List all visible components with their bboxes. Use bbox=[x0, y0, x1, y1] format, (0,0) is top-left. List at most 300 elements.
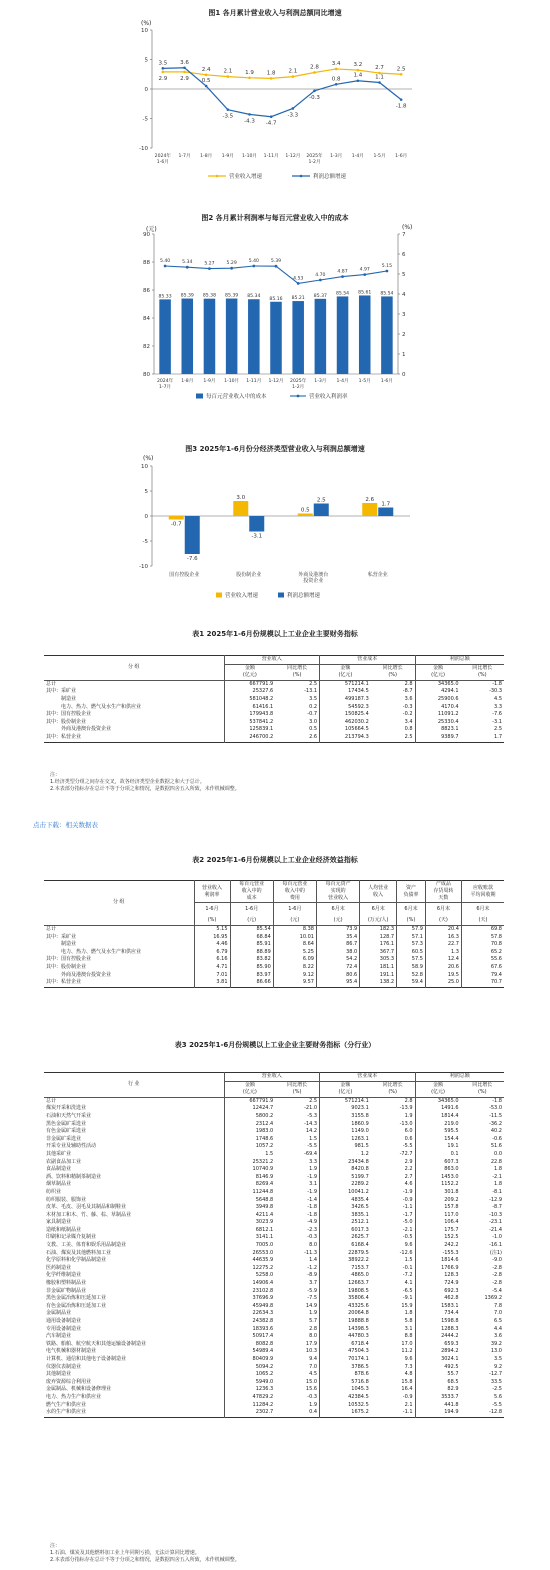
cell-value: 11244.8 bbox=[224, 1189, 275, 1197]
cell-value: 86.7 bbox=[317, 941, 360, 949]
cell-value: 12663.7 bbox=[320, 1280, 371, 1288]
profit-margin-point bbox=[275, 265, 278, 268]
cell-value: -2.5 bbox=[492, 1386, 502, 1393]
row-label: 制造业 bbox=[46, 941, 77, 948]
table-row bbox=[44, 1242, 504, 1250]
cell-value: -10.3 bbox=[489, 1211, 502, 1218]
cell-value: -1.8 bbox=[492, 680, 502, 687]
left-y-tick-label: 88 bbox=[143, 260, 150, 266]
cell-value: 15.6 bbox=[305, 1386, 318, 1393]
cell-value: 1288.3 bbox=[415, 1326, 461, 1334]
table3 bbox=[44, 1072, 504, 1418]
profit-margin-point bbox=[297, 282, 300, 285]
cell-value: 194.9 bbox=[415, 1409, 461, 1417]
profit-margin-point bbox=[386, 270, 389, 273]
cell-value: 692.3 bbox=[415, 1288, 461, 1296]
profit-data-label: 1.7 bbox=[381, 501, 391, 508]
cell-value: -6.5 bbox=[402, 1287, 413, 1294]
left-y-tick-label: 80 bbox=[143, 372, 150, 378]
column-header-line: 每百元营业 bbox=[239, 881, 265, 887]
unit-label: (天) bbox=[461, 915, 504, 926]
cell-value: 0.6 bbox=[404, 1135, 413, 1142]
unit-label: (元) bbox=[317, 915, 360, 926]
cell-value: 659.3 bbox=[415, 1341, 461, 1349]
row-label: 纺织业 bbox=[46, 1188, 62, 1195]
fig2-chart bbox=[130, 228, 420, 406]
cell-value: 8420.8 bbox=[320, 1166, 371, 1174]
cell-value: -12.6 bbox=[399, 1249, 413, 1256]
revenue-point bbox=[335, 68, 338, 71]
unit-label: (%) bbox=[397, 915, 426, 926]
cell-value: 44635.9 bbox=[224, 1257, 275, 1265]
table-row bbox=[44, 726, 504, 734]
period-label: 1-6月 bbox=[194, 903, 230, 916]
column-header-line: 营业收入 bbox=[202, 884, 223, 891]
table-row bbox=[44, 711, 504, 719]
table-row bbox=[44, 1303, 504, 1311]
x-tick-label: 1-3月 bbox=[330, 154, 343, 159]
row-label: 专用设备制造业 bbox=[46, 1325, 82, 1332]
row-label: 石油、煤炭及其他燃料加工业 bbox=[46, 1249, 112, 1256]
column-group-header: 营业收入 bbox=[224, 1073, 320, 1082]
subheader-label: 金额 bbox=[320, 1081, 371, 1089]
cell-value: 50917.4 bbox=[224, 1333, 275, 1341]
profit-point bbox=[248, 113, 251, 116]
period-label: 6月末 bbox=[397, 903, 426, 916]
cell-value: 179943.8 bbox=[224, 711, 275, 719]
profit-margin-data-label: 5.40 bbox=[159, 259, 171, 264]
cell-value: 47504.3 bbox=[320, 1348, 371, 1356]
table-row bbox=[44, 1121, 504, 1129]
cell-value: 39.2 bbox=[490, 1340, 502, 1347]
row-label: 通用设备制造业 bbox=[46, 1318, 82, 1324]
subheader-label: 同比增长 bbox=[287, 664, 308, 671]
cell-value: -0.7 bbox=[307, 711, 318, 718]
profit-margin-data-label: 5.29 bbox=[226, 261, 237, 267]
cell-value: 6.5 bbox=[494, 1318, 502, 1324]
cell-value: 44780.3 bbox=[320, 1333, 371, 1341]
cell-value: -8.7 bbox=[492, 1204, 502, 1211]
cell-value: -1.1 bbox=[402, 1409, 413, 1416]
row-label: 石油和天然气开采业 bbox=[46, 1112, 92, 1119]
cell-value: 15.8 bbox=[401, 1378, 413, 1385]
cost-bar bbox=[315, 299, 327, 374]
row-label: 其中：国有控股企业 bbox=[46, 956, 92, 963]
download-link[interactable]: 点击下载：相关数据表 bbox=[33, 821, 98, 829]
revenue-bar bbox=[362, 503, 377, 516]
profit-margin-point bbox=[164, 265, 167, 268]
cell-value: 462.8 bbox=[415, 1295, 461, 1303]
right-y-tick-label: 7 bbox=[402, 232, 406, 238]
cell-value: -0.3 bbox=[307, 1234, 318, 1241]
table-row bbox=[44, 1409, 504, 1417]
cell-value: 2.9 bbox=[404, 1158, 413, 1165]
cell-value: 35806.4 bbox=[320, 1295, 371, 1303]
cell-value: 20.6 bbox=[425, 964, 461, 972]
cell-value: 7153.7 bbox=[320, 1265, 371, 1273]
row-label: 电力、热力、燃气及水生产和供应业 bbox=[46, 948, 142, 955]
cell-value: 1766.9 bbox=[415, 1265, 461, 1273]
cell-value: 37696.9 bbox=[224, 1295, 275, 1303]
profit-data-label: 0.8 bbox=[331, 76, 341, 83]
profit-point bbox=[357, 79, 360, 82]
table-row bbox=[44, 1128, 504, 1136]
cell-value: 5.7 bbox=[309, 1318, 318, 1324]
cell-value: 138.2 bbox=[360, 979, 397, 987]
profit-margin-point bbox=[319, 279, 322, 282]
column-group-header: 利润总额 bbox=[415, 1073, 504, 1082]
profit-growth-line bbox=[163, 68, 401, 117]
revenue-data-label: 3.0 bbox=[236, 495, 246, 501]
subheader-unit: (亿元) bbox=[224, 1089, 275, 1097]
table-row bbox=[44, 1272, 504, 1280]
header-row bbox=[44, 656, 504, 665]
table-row bbox=[44, 1371, 504, 1379]
revenue-data-label: 3.2 bbox=[353, 62, 363, 69]
cell-value: 22.8 bbox=[490, 1158, 502, 1165]
x-tick-label: 外商及港澳台 bbox=[298, 572, 329, 578]
row-label: 电力、热力、燃气及水生产和供应业 bbox=[46, 703, 142, 710]
note-line: 2.本表部分指标存在总计不等于分项之和情况，是数据四舍五入所致，未作机械调整。 bbox=[50, 786, 240, 792]
cell-value: 18393.6 bbox=[224, 1326, 275, 1334]
cell-value: 2444.2 bbox=[415, 1333, 461, 1341]
row-label: 其中：采矿业 bbox=[46, 933, 77, 940]
cell-value: 5800.2 bbox=[224, 1113, 275, 1121]
cell-value: 3835.1 bbox=[320, 1212, 371, 1220]
cell-value: 70.8 bbox=[461, 941, 504, 949]
table-row bbox=[44, 1402, 504, 1410]
y-tick-label: 5 bbox=[144, 57, 148, 64]
revenue-data-label: 2.7 bbox=[375, 65, 384, 72]
profit-margin-data-label: 5.40 bbox=[248, 259, 259, 264]
cell-value: 58.9 bbox=[397, 964, 426, 972]
cell-value: 4.5 bbox=[494, 695, 502, 702]
cell-value: 57.3 bbox=[397, 941, 426, 949]
cell-value: 25327.6 bbox=[224, 688, 275, 696]
row-label: 电气机械和器材制造业 bbox=[46, 1348, 97, 1355]
column-header-line: 存货周转 bbox=[433, 888, 454, 894]
cell-value: 3.3 bbox=[309, 1158, 318, 1165]
cost-data-label: 85.37 bbox=[313, 293, 327, 299]
cell-value: 7.3 bbox=[404, 1363, 413, 1370]
cell-value: 10041.2 bbox=[320, 1189, 371, 1197]
cost-bar bbox=[204, 299, 216, 374]
cell-value: 1983.0 bbox=[224, 1128, 275, 1136]
cell-value: 70174.1 bbox=[320, 1356, 371, 1364]
profit-point bbox=[292, 107, 295, 110]
column-header-line: 实现的 bbox=[330, 888, 346, 894]
cell-value: 3426.5 bbox=[320, 1204, 371, 1212]
cell-value: 16.95 bbox=[194, 934, 230, 942]
cell-value: 85.91 bbox=[230, 941, 273, 949]
x-tick-label: 1-12月 bbox=[268, 379, 284, 384]
cell-value: 2.5 bbox=[494, 726, 502, 733]
cell-value: 25.0 bbox=[425, 979, 461, 987]
cell-value: 607.3 bbox=[415, 1159, 461, 1167]
cost-data-label: 85.39 bbox=[180, 293, 194, 299]
cell-value: -1.9 bbox=[307, 1188, 318, 1195]
cell-value: 0.5 bbox=[309, 726, 318, 733]
cost-data-label: 85.16 bbox=[269, 296, 283, 302]
cell-value: 863.0 bbox=[415, 1166, 461, 1174]
cell-value: 4865.0 bbox=[320, 1272, 371, 1280]
revenue-data-label: -0.7 bbox=[170, 521, 182, 528]
profit-point bbox=[183, 66, 186, 69]
x-tick-label: 1-6月 bbox=[380, 379, 393, 384]
cell-value: 54592.3 bbox=[320, 704, 371, 712]
table-row bbox=[44, 934, 504, 942]
cell-value: -2.1 bbox=[492, 1173, 502, 1180]
x-tick-label: 1-7月 bbox=[159, 385, 172, 390]
cell-value: 1.5 bbox=[404, 1257, 413, 1264]
column-header bbox=[360, 881, 397, 903]
table-row bbox=[44, 979, 504, 987]
cell-value: -1.8 bbox=[492, 1097, 502, 1104]
cell-value: 6718.4 bbox=[320, 1341, 371, 1349]
cell-value: 105664.5 bbox=[320, 726, 371, 734]
table-row bbox=[44, 1197, 504, 1205]
cell-value: 8823.1 bbox=[415, 726, 461, 734]
cell-value: 3023.9 bbox=[224, 1219, 275, 1227]
row-label: 皮革、毛皮、羽毛及其制品和制鞋业 bbox=[46, 1204, 127, 1211]
x-tick-label: 1-4月 bbox=[336, 379, 349, 384]
cell-value: 47829.2 bbox=[224, 1394, 275, 1402]
cell-value: 14.9 bbox=[305, 1302, 318, 1309]
table-row bbox=[44, 1364, 504, 1372]
row-label: 纺织服装、服饰业 bbox=[46, 1196, 87, 1203]
cell-value: -0.1 bbox=[402, 1264, 413, 1271]
cell-value: 2.5 bbox=[309, 680, 318, 687]
cell-value: 22.7 bbox=[425, 941, 461, 949]
revenue-data-label: 2.1 bbox=[288, 68, 298, 75]
cell-value: 16.3 bbox=[425, 934, 461, 942]
x-tick-label: 1-2月 bbox=[308, 160, 321, 165]
table-row bbox=[44, 704, 504, 712]
cell-value: 157.8 bbox=[415, 1204, 461, 1212]
left-y-tick-label: 90 bbox=[143, 232, 150, 238]
cell-value: 242.2 bbox=[415, 1242, 461, 1250]
cell-value: 4.46 bbox=[194, 941, 230, 949]
table-row bbox=[44, 964, 504, 972]
cell-value: -1.2 bbox=[307, 1264, 318, 1271]
row-label: 造纸和纸制品业 bbox=[46, 1226, 82, 1233]
column-header bbox=[317, 881, 360, 903]
cost-data-label: 85.34 bbox=[247, 294, 261, 300]
cell-value: 20064.8 bbox=[320, 1310, 371, 1318]
subheader-unit: (亿元) bbox=[224, 672, 275, 680]
x-tick-label: 1-11月 bbox=[263, 154, 279, 159]
x-tick-label: 2025年 bbox=[290, 379, 307, 384]
subheader-label: 同比增长 bbox=[382, 664, 403, 671]
cell-value: -1.0 bbox=[492, 1234, 502, 1241]
cell-value: 25900.6 bbox=[415, 696, 461, 704]
cell-value: 20.4 bbox=[425, 926, 461, 934]
y-tick-label: -10 bbox=[139, 564, 148, 570]
cell-value: 68.84 bbox=[230, 934, 273, 942]
profit-point bbox=[400, 98, 403, 101]
cell-value: 22879.5 bbox=[320, 1250, 371, 1258]
row-label: 其他制造业 bbox=[46, 1371, 72, 1378]
fig3-title: 图3 2025年1-6月份分经济类型营业收入与利润总额增速 bbox=[185, 445, 365, 453]
cell-value: 42384.5 bbox=[320, 1394, 371, 1402]
cell-value: 4211.4 bbox=[224, 1212, 275, 1220]
revenue-point bbox=[205, 74, 208, 77]
row-label: 煤炭开采和洗选业 bbox=[46, 1105, 87, 1112]
cell-value: 51.6 bbox=[490, 1143, 502, 1150]
cell-value: 3024.1 bbox=[415, 1356, 461, 1364]
note-line: 1.石油、煤炭及其他燃料加工业上年同期亏损，无法计算同比增速。 bbox=[50, 1550, 200, 1556]
table-row bbox=[44, 1341, 504, 1349]
table-row bbox=[44, 1159, 504, 1167]
revenue-point bbox=[292, 75, 295, 78]
cell-value: 667791.9 bbox=[224, 1097, 275, 1105]
cell-value: 0.1 bbox=[415, 1151, 461, 1159]
profit-margin-data-label: 5.34 bbox=[182, 260, 193, 266]
right-y-tick-label: 3 bbox=[402, 312, 406, 318]
table-row bbox=[44, 1219, 504, 1227]
x-tick-label: 1-10月 bbox=[224, 379, 240, 384]
cell-value: 175.7 bbox=[415, 1227, 461, 1235]
right-y-tick-label: 4 bbox=[402, 292, 406, 298]
cost-bar bbox=[159, 299, 171, 374]
profit-data-label: -3.1 bbox=[251, 533, 263, 540]
cell-value: 80409.9 bbox=[224, 1356, 275, 1364]
cell-value: 7.8 bbox=[494, 1302, 502, 1309]
x-tick-label: 投资企业 bbox=[303, 578, 324, 584]
fig2-left-unit: (元) bbox=[146, 226, 157, 233]
table-row bbox=[44, 696, 504, 704]
cell-value: 724.9 bbox=[415, 1280, 461, 1288]
cell-value: 152.5 bbox=[415, 1234, 461, 1242]
profit-margin-data-label: 4.70 bbox=[315, 273, 326, 278]
cell-value: 17.0 bbox=[401, 1340, 413, 1347]
cell-value: 34365.0 bbox=[415, 1097, 461, 1105]
cell-value: -5.0 bbox=[402, 1219, 413, 1226]
subheader-unit: (%) bbox=[371, 1089, 415, 1097]
revenue-point bbox=[400, 73, 403, 76]
table-row bbox=[44, 956, 504, 964]
row-label: 其中：私营企业 bbox=[46, 733, 82, 740]
row-label: 外商及港澳台投资企业 bbox=[46, 971, 112, 978]
cell-value: 125839.1 bbox=[224, 726, 275, 734]
row-label: 黑色金属矿采选业 bbox=[46, 1120, 87, 1127]
cell-value: -0.5 bbox=[402, 1234, 413, 1241]
column-header-line: 人均营业 bbox=[368, 884, 389, 891]
profit-point bbox=[162, 67, 165, 70]
cell-value: 19.1 bbox=[415, 1143, 461, 1151]
cell-value: 9.6 bbox=[404, 1355, 413, 1362]
cell-value: 3.5 bbox=[494, 1355, 502, 1362]
x-tick-label: 1-9月 bbox=[221, 154, 234, 159]
table-row bbox=[44, 1356, 504, 1364]
cell-value: 128.3 bbox=[415, 1272, 461, 1280]
cell-value: 1.3 bbox=[425, 949, 461, 957]
cell-value: 17.9 bbox=[305, 1340, 318, 1347]
cell-value: 595.5 bbox=[415, 1128, 461, 1136]
cell-value: 2302.7 bbox=[224, 1409, 275, 1417]
cell-value: 878.6 bbox=[320, 1371, 371, 1379]
profit-data-label: 3.6 bbox=[180, 59, 189, 66]
cell-value: 9.2 bbox=[494, 1363, 502, 1370]
subheader-unit: (%) bbox=[275, 672, 319, 680]
cell-value: 1.7 bbox=[494, 733, 502, 740]
right-y-tick-label: 0 bbox=[402, 372, 406, 378]
column-header-line: 每百元营业 bbox=[282, 881, 308, 887]
right-y-tick-label: 2 bbox=[402, 332, 406, 338]
cell-value: 23434.8 bbox=[320, 1159, 371, 1167]
column-header-line: 资产 bbox=[406, 884, 417, 891]
cell-value: 1.5 bbox=[309, 1135, 318, 1142]
cell-value: 7005.0 bbox=[224, 1242, 275, 1250]
legend-profit-label: 利润总额增速 bbox=[313, 174, 347, 180]
row-label: 酒、饮料和精制茶制造业 bbox=[46, 1173, 102, 1180]
cell-value: -8.1 bbox=[492, 1188, 502, 1195]
cell-value: -2.8 bbox=[492, 1272, 502, 1279]
cell-value: -12.8 bbox=[489, 1409, 502, 1416]
profit-margin-data-label: 4.53 bbox=[293, 276, 304, 282]
cell-value: 9.6 bbox=[404, 1242, 413, 1249]
period-label: 6月末 bbox=[360, 903, 397, 916]
subheader-unit: (亿元) bbox=[320, 1089, 371, 1097]
cell-value: -5.3 bbox=[307, 1112, 318, 1119]
cell-value: -21.4 bbox=[489, 1226, 502, 1233]
profit-margin-point bbox=[208, 267, 211, 270]
cell-value: -0.3 bbox=[307, 1393, 318, 1400]
revenue-data-label: 1.9 bbox=[245, 69, 254, 76]
subheader-label: 同比增长 bbox=[472, 1081, 493, 1088]
y-tick-label: 0 bbox=[144, 87, 148, 93]
table1-title: 表1 2025年1-6月份规模以上工业企业主要财务指标 bbox=[192, 630, 358, 638]
table-row bbox=[44, 1265, 504, 1273]
column-header-line: 成本 bbox=[246, 895, 257, 901]
cost-bar bbox=[270, 302, 282, 374]
cell-value: -4.9 bbox=[307, 1219, 318, 1226]
cell-value: 3786.5 bbox=[320, 1364, 371, 1372]
x-tick-label: 1-6月 bbox=[395, 154, 408, 159]
cell-value: -53.0 bbox=[489, 1105, 502, 1112]
cell-value: -13.9 bbox=[399, 1105, 413, 1112]
cell-value: 462030.2 bbox=[320, 719, 371, 727]
table-row bbox=[44, 1204, 504, 1212]
cell-value: 12424.7 bbox=[224, 1105, 275, 1113]
subheader-label: 同比增长 bbox=[472, 664, 493, 671]
cell-value: 128.7 bbox=[360, 934, 397, 942]
cell-value: -9.0 bbox=[492, 1257, 502, 1264]
profit-margin-data-label: 5.15 bbox=[381, 264, 393, 269]
table-row bbox=[44, 1386, 504, 1394]
table-row bbox=[44, 1212, 504, 1220]
profit-data-label: -0.3 bbox=[309, 94, 320, 101]
cell-value: -13.1 bbox=[304, 688, 318, 695]
cell-value: 3.7 bbox=[309, 1280, 318, 1287]
cell-value: -1.7 bbox=[402, 1211, 413, 1218]
cell-value: 9.4 bbox=[309, 1355, 318, 1362]
header-row bbox=[44, 881, 504, 903]
subheader-label: 金额 bbox=[224, 664, 275, 672]
revenue-data-label: 2.9 bbox=[180, 75, 189, 82]
cell-value: 1453.0 bbox=[415, 1174, 461, 1182]
cell-value: 667791.9 bbox=[224, 680, 275, 688]
cell-value: -1.8 bbox=[307, 1211, 318, 1218]
revenue-data-label: 0.5 bbox=[300, 507, 310, 514]
x-tick-label: 1-8月 bbox=[200, 154, 213, 159]
period-label: 1-6月 bbox=[230, 903, 273, 916]
profit-bar bbox=[378, 508, 393, 517]
fig2-right-unit: (%) bbox=[402, 224, 413, 231]
row-label: 汽车制造业 bbox=[46, 1333, 72, 1340]
cell-value: 10740.9 bbox=[224, 1166, 275, 1174]
row-label: 木材加工和木、竹、藤、棕、草制品业 bbox=[46, 1211, 132, 1218]
